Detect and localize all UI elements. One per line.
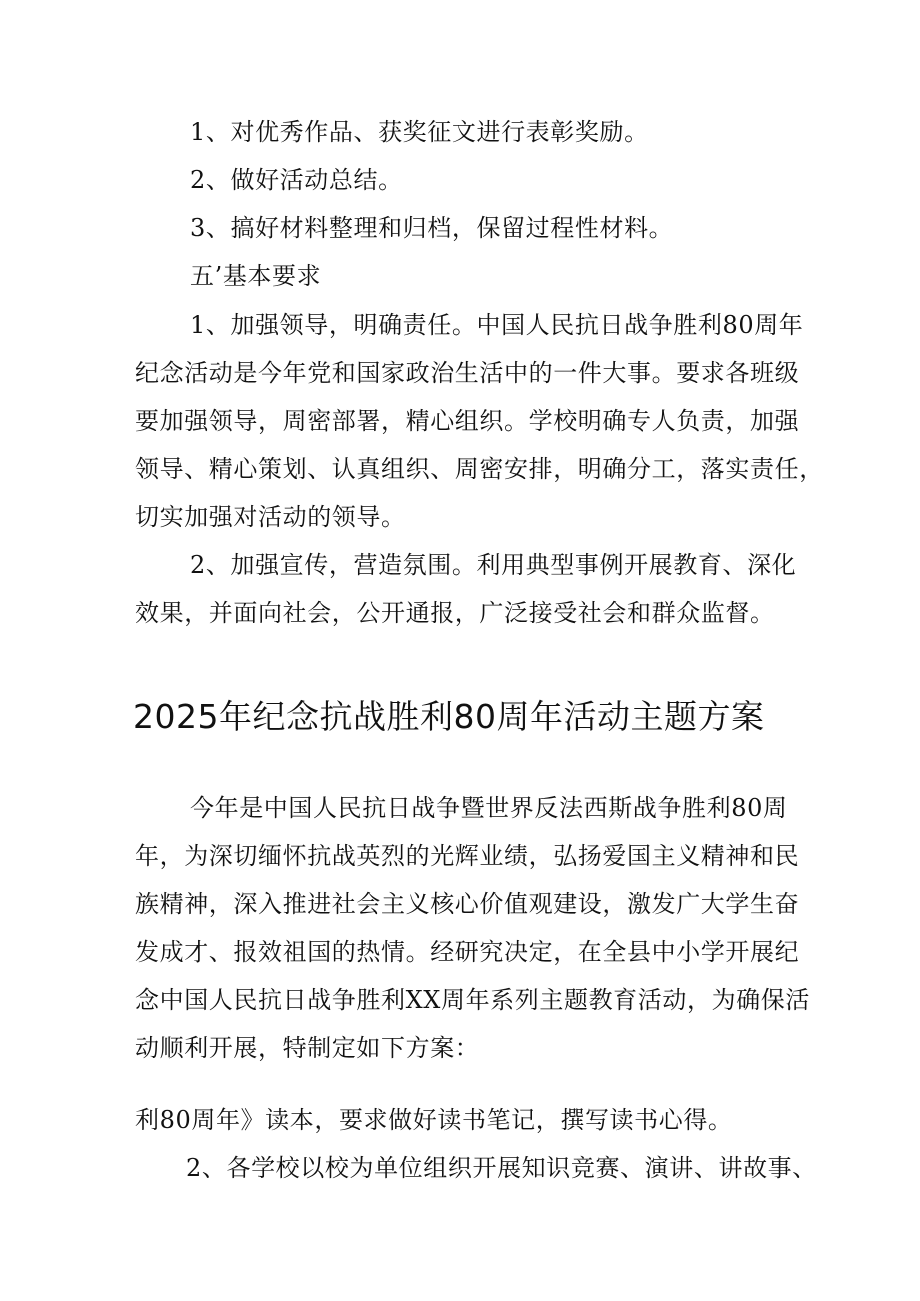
archive-item: 3、搞好材料整理和归档，保留过程性材料。 bbox=[190, 214, 674, 242]
intro-line: 今年是中国人民抗日战争暨世界反法西斯战争胜利80周 bbox=[190, 794, 788, 822]
intro-line: 念中国人民抗日战争胜利XX周年系列主题教育活动，为确保活 bbox=[135, 986, 810, 1014]
activity-item: 2、各学校以校为单位组织开展知识竞赛、演讲、讲故事、 bbox=[186, 1154, 817, 1182]
paragraph-line: 纪念活动是今年党和国家政治生活中的一件大事。要求各班级 bbox=[135, 359, 800, 387]
intro-line: 动顺利开展，特制定如下方案： bbox=[135, 1034, 480, 1062]
paragraph-line: 1、加强领导，明确责任。中国人民抗日战争胜利80周年 bbox=[190, 311, 804, 339]
paragraph-line: 要加强领导，周密部署，精心组织。学校明确专人负责，加强 bbox=[135, 407, 800, 435]
section-heading: 五’基本要求 bbox=[190, 262, 322, 290]
intro-line: 发成才、报效祖国的热情。经研究决定，在全县中小学开展纪 bbox=[135, 938, 800, 966]
intro-line: 族精神，深入推进社会主义核心价值观建设，激发广大学生奋 bbox=[135, 890, 800, 918]
summary-item: 2、做好活动总结。 bbox=[190, 166, 403, 194]
paragraph-line: 效果，并面向社会，公开通报，广泛接受社会和群众监督。 bbox=[135, 599, 775, 627]
paragraph-line: 切实加强对活动的领导。 bbox=[135, 503, 406, 531]
paragraph-line: 2、加强宣传，营造氛围。利用典型事例开展教育、深化 bbox=[190, 551, 797, 579]
document-title: 2025年纪念抗战胜利80周年活动主题方案 bbox=[133, 697, 765, 736]
fragment-line: 利80周年》读本，要求做好读书笔记，撰写读书心得。 bbox=[135, 1106, 733, 1134]
intro-line: 年，为深切缅怀抗战英烈的光辉业绩，弘扬爱国主义精神和民 bbox=[135, 842, 800, 870]
paragraph-line: 领导、精心策划、认真组织、周密安排，明确分工，落实责任， bbox=[135, 455, 824, 483]
reward-item: 1、对优秀作品、获奖征文进行表彰奖励。 bbox=[190, 118, 649, 146]
